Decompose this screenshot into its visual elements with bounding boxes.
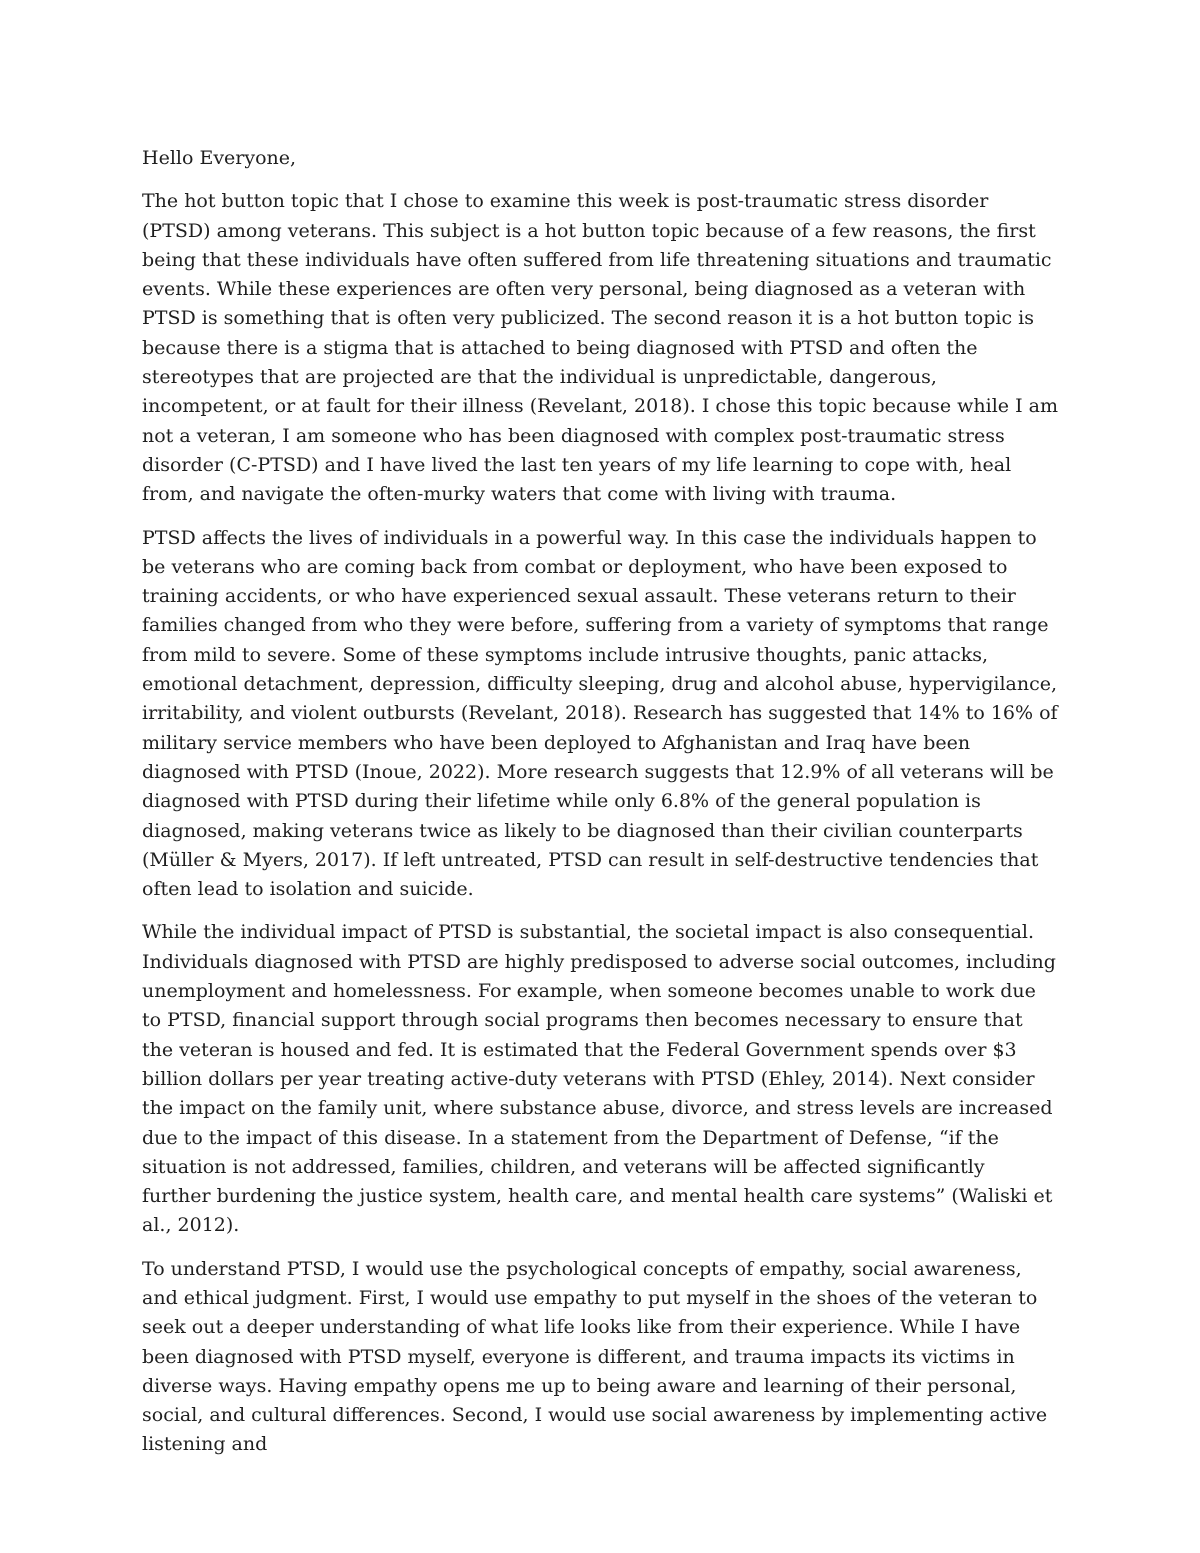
paragraph-societal-impact: While the individual impact of PTSD is substantial, the societal impact is also consequential. Individuals diagnosed with PTSD are highly predisposed to adverse social outcomes, including unemployment and homelessness. For example, when someone becomes unable to work due to PTSD, financial support through social programs then becomes necessary to ensure that the veteran is housed and fed. It is estimated that the Federal Government spends over $3 billion dollars per year treating active-duty veterans with PTSD (Ehley, 2014). Next consider the impact on the family unit, where substance abuse, divorce, and stress levels are increased due to the impact of this disease. In a statement from the Department of Defense, “if the situation is not addressed, families, children, and veterans will be affected significantly further burdening the justice system, health care, and mental health care systems” (Waliski et al., 2012).	[142, 921, 1056, 1237]
greeting: Hello Everyone,	[142, 147, 297, 169]
paragraph-individual-impact: PTSD affects the lives of individuals in a powerful way. In this case the individuals happen to be veterans who are coming back from combat or deployment, who have been exposed to training accidents, or who have experienced sexual assault. These veterans return to their families changed from who they were before, suffering from a variety of symptoms that range from mild to severe. Some of these symptoms include intrusive thoughts, panic attacks, emotional detachment, depression, difficulty sleeping, drug and alcohol abuse, hypervigilance, irritability, and violent outbursts (Revelant, 2018). Research has suggested that 14% to 16% of military service members who have been deployed to Afghanistan and Iraq have been diagnosed with PTSD (Inoue, 2022). More research suggests that 12.9% of all veterans will be diagnosed with PTSD during their lifetime while only 6.8% of the general population is diagnosed, making veterans twice as likely to be diagnosed than their civilian counterparts (Müller & Myers, 2017). If left untreated, PTSD can result in self-destructive tendencies that often lead to isolation and suicide.	[142, 526, 1058, 901]
paragraph-psychological-concepts: To understand PTSD, I would use the psychological concepts of empathy, social awareness, and ethical judgment. First, I would use empathy to put myself in the shoes of the veteran to seek out a deeper understanding of what life looks like from their experience. While I have been diagnosed with PTSD myself, everyone is different, and trauma impacts its victims in diverse ways. Having empathy opens me up to being aware and learning of their personal, social, and cultural differences. Second, I would use social awareness by implementing active listening and	[142, 1257, 1048, 1456]
paragraph-topic-intro: The hot button topic that I chose to examine this week is post-traumatic stress disorder (PTSD) among veterans. This subject is a hot button topic because of a few reasons, the first being that these individuals have often suffered from life threatening situations and traumatic events. While these experiences are often very personal, being diagnosed as a veteran with PTSD is something that is often very publicized. The second reason it is a hot button topic is because there is a stigma that is attached to being diagnosed with PTSD and often the stereotypes that are projected are that the individual is unpredictable, dangerous, incompetent, or at fault for their illness (Revelant, 2018). I chose this topic because while I am not a veteran, I am someone who has been diagnosed with complex post-traumatic stress disorder (C-PTSD) and I have lived the last ten years of my life learning to cope with, heal from, and navigate the often-murky waters that come with living with trauma.	[142, 190, 1058, 506]
